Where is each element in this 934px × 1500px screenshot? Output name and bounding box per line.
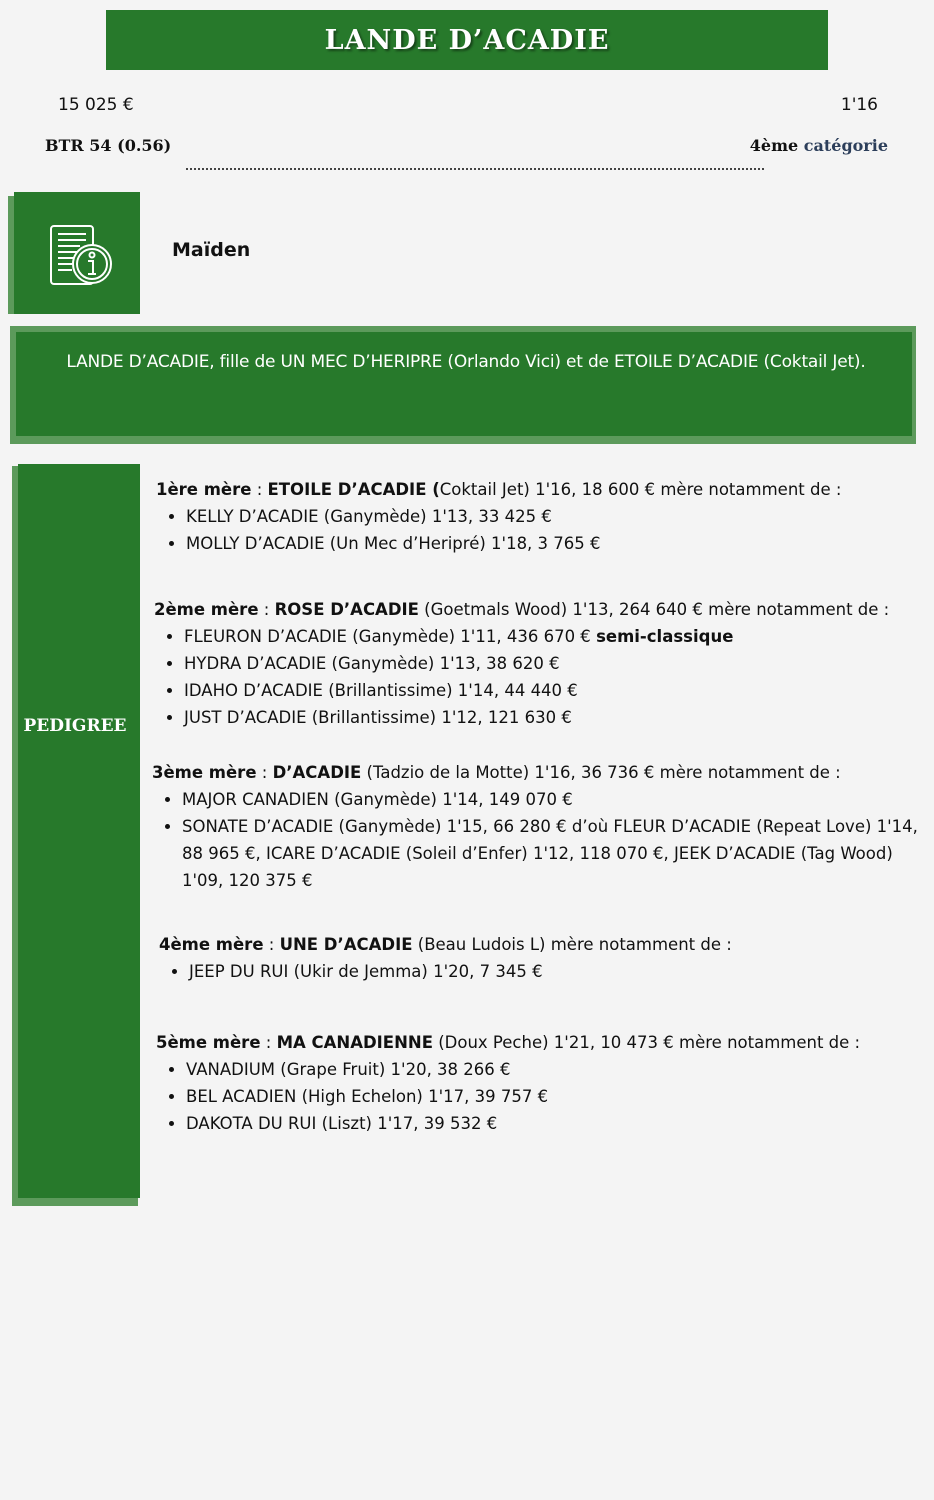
mother-section-2 bbox=[154, 596, 934, 731]
separator: : bbox=[258, 600, 275, 619]
mother-details: Coktail Jet) 1'16, 18 600 € mère notamment de : bbox=[439, 480, 842, 499]
mother-details: (Beau Ludois L) mère notamment de : bbox=[412, 935, 732, 954]
offspring-item: • SONATE D’ACADIE (Ganymède) 1'15, 66 280 € d’où FLEUR D’ACADIE (Repeat Love) 1'14, 88 965 €, ICARE D’ACADIE (Soleil d’Enfer) 1'12, 118 070 €, JEEK D’ACADIE (Tag Wood) 1'09, 120 375 € bbox=[182, 813, 932, 894]
category-word: catégorie bbox=[803, 136, 888, 155]
category-value bbox=[750, 136, 888, 155]
category-prefix: 4ème bbox=[749, 136, 799, 155]
mother-section-5 bbox=[156, 1029, 926, 1137]
separator: : bbox=[251, 480, 268, 499]
offspring-item: • MOLLY D’ACADIE (Un Mec d’Heripré) 1'18, 3 765 € bbox=[186, 530, 926, 557]
pedigree-box bbox=[18, 464, 140, 1198]
info-document-icon bbox=[48, 224, 114, 288]
mother-rank: 5ème mère bbox=[156, 1033, 261, 1052]
mother-name: ETOILE D’ACADIE ( bbox=[267, 480, 440, 499]
offspring-text: FLEURON D’ACADIE (Ganymède) 1'11, 436 670 € bbox=[184, 627, 597, 646]
mother-rank: 1ère mère bbox=[156, 480, 252, 499]
offspring-item: • KELLY D’ACADIE (Ganymède) 1'13, 33 425 € bbox=[186, 503, 926, 530]
semi-classique-highlight: semi-classique bbox=[596, 627, 734, 646]
description-text: LANDE D’ACADIE, fille de UN MEC D’HERIPRE (Orlando Vici) et de ETOILE D’ACADIE (Coktail Jet). bbox=[66, 352, 866, 372]
mother-section-3 bbox=[152, 759, 932, 894]
mother-rank: 4ème mère bbox=[159, 935, 264, 954]
offspring-item: • VANADIUM (Grape Fruit) 1'20, 38 266 € bbox=[186, 1056, 926, 1083]
mother-name: D’ACADIE bbox=[272, 763, 362, 782]
offspring-item bbox=[184, 623, 934, 650]
mother-rank: 2ème mère bbox=[154, 600, 259, 619]
mother-name: UNE D’ACADIE bbox=[279, 935, 413, 954]
separator: : bbox=[256, 763, 273, 782]
offspring-item: • JUST D’ACADIE (Brillantissime) 1'12, 121 630 € bbox=[184, 704, 934, 731]
mother-section-1 bbox=[156, 476, 926, 557]
mother-details: (Goetmals Wood) 1'13, 264 640 € mère notamment de : bbox=[418, 600, 890, 619]
description-box bbox=[16, 332, 912, 436]
mother-details: (Doux Peche) 1'21, 10 473 € mère notamment de : bbox=[432, 1033, 861, 1052]
offspring-item: • JEEP DU RUI (Ukir de Jemma) 1'20, 7 345 € bbox=[189, 958, 929, 985]
mother-rank: 3ème mère bbox=[152, 763, 257, 782]
mother-name: MA CANADIENNE bbox=[276, 1033, 433, 1052]
mother-name: ROSE D’ACADIE bbox=[274, 600, 419, 619]
time-record: 1'16 bbox=[840, 95, 878, 115]
separator: : bbox=[263, 935, 280, 954]
offspring-item: • IDAHO D’ACADIE (Brillantissime) 1'14, 44 440 € bbox=[184, 677, 934, 704]
mother-details: (Tadzio de la Motte) 1'16, 36 736 € mère notamment de : bbox=[361, 763, 841, 782]
page-title: LANDE D’ACADIE bbox=[324, 24, 610, 56]
btr-value: BTR 54 (0.56) bbox=[45, 136, 172, 155]
mother-section-4 bbox=[159, 931, 929, 985]
title-banner bbox=[106, 10, 828, 70]
offspring-item: • HYDRA D’ACADIE (Ganymède) 1'13, 38 620 € bbox=[184, 650, 934, 677]
dotted-divider bbox=[186, 168, 764, 170]
price-value: 15 025 € bbox=[58, 95, 134, 115]
maiden-label: Maïden bbox=[172, 239, 251, 261]
pedigree-label: PEDIGREE bbox=[23, 716, 127, 736]
separator: : bbox=[260, 1033, 277, 1052]
offspring-item: • MAJOR CANADIEN (Ganymède) 1'14, 149 070 € bbox=[182, 786, 932, 813]
offspring-item: • DAKOTA DU RUI (Liszt) 1'17, 39 532 € bbox=[186, 1110, 926, 1137]
offspring-item: • BEL ACADIEN (High Echelon) 1'17, 39 757 € bbox=[186, 1083, 926, 1110]
